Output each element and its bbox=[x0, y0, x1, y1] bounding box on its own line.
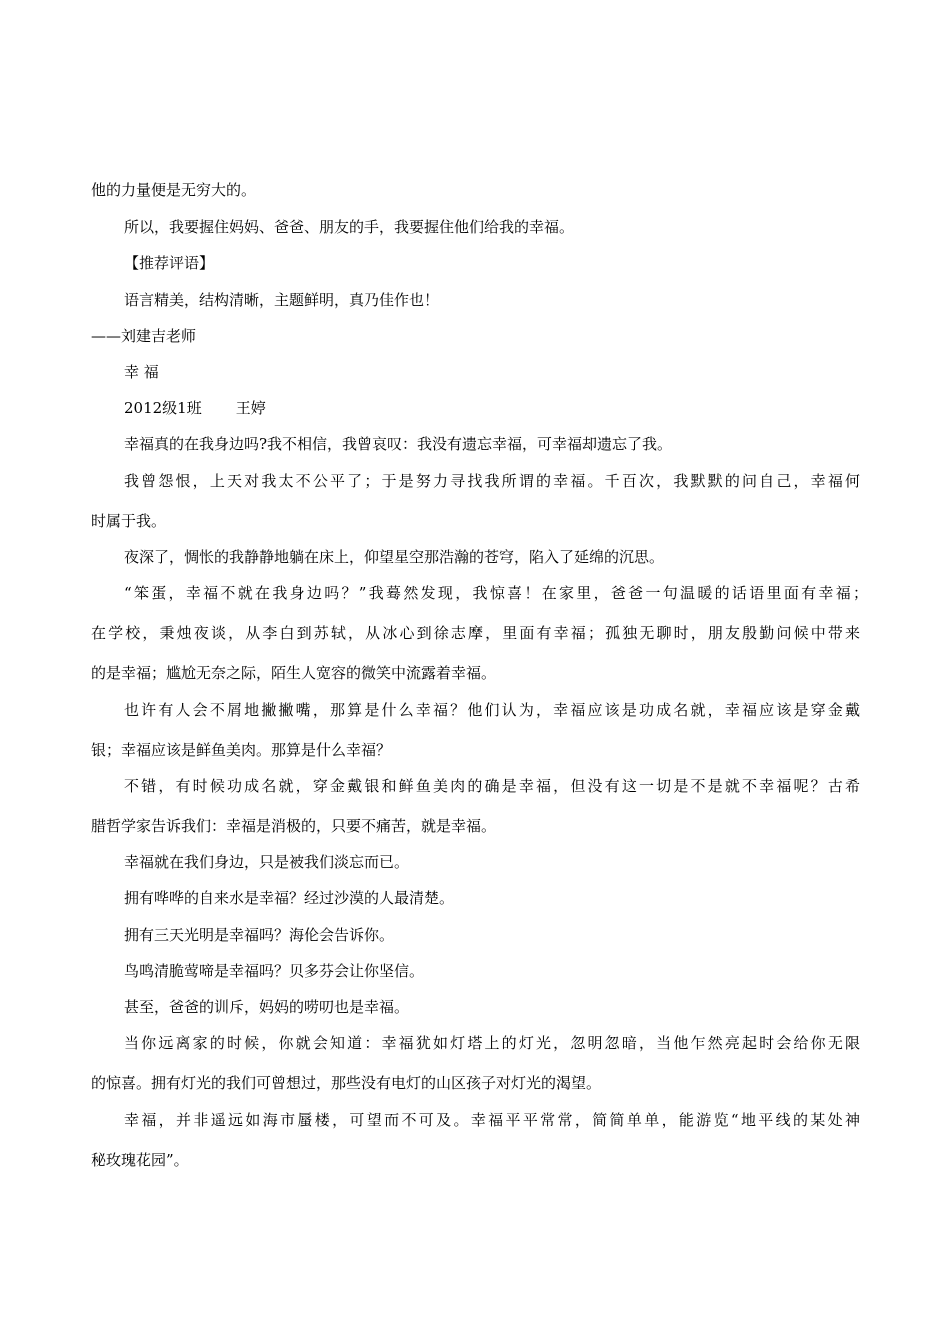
author-name: 王婷 bbox=[235, 399, 266, 417]
paragraph-line: “笨蛋，幸福不就在我身边吗？”我蓦然发现，我惊喜！在家里，爸爸一句温暖的话语里面有幸福； bbox=[124, 584, 868, 602]
paragraph-line: 当你远离家的时候，你就会知道：幸福犹如灯塔上的灯光，忽明忽暗，当他乍然亮起时会给你无限 bbox=[124, 1034, 860, 1052]
paragraph-line: 拥有三天光明是幸福吗？海伦会告诉你。 bbox=[124, 926, 395, 944]
comment-heading: 【推荐评语】 bbox=[124, 254, 215, 272]
paragraph-line: 幸福真的在我身边吗?我不相信，我曾哀叹：我没有遗忘幸福，可幸福却遗忘了我。 bbox=[124, 435, 673, 453]
paragraph-line: 时属于我。 bbox=[91, 512, 167, 530]
paragraph-line: 我曾怨恨，上天对我太不公平了；于是努力寻找我所谓的幸福。千百次，我默默的问自己，幸福何 bbox=[124, 472, 860, 490]
paragraph-line: 腊哲学家告诉我们：幸福是消极的，只要不痛苦，就是幸福。 bbox=[91, 817, 497, 835]
paragraph-line: 夜深了，惆怅的我静静地躺在床上，仰望星空那浩瀚的苍穹，陷入了延绵的沉思。 bbox=[124, 548, 665, 566]
paragraph-line: 秘玫瑰花园”。 bbox=[91, 1151, 189, 1169]
paragraph-line: 甚至，爸爸的训斥，妈妈的唠叨也是幸福。 bbox=[124, 998, 410, 1016]
paragraph-line: 幸福，并非遥远如海市蜃楼，可望而不可及。幸福平平常常，简简单单，能游览“地平线的某处神 bbox=[124, 1111, 860, 1129]
essay-byline bbox=[124, 398, 266, 418]
paragraph-line: 不错，有时候功成名就，穿金戴银和鲜鱼美肉的确是幸福，但没有这一切是不是就不幸福呢？古希 bbox=[124, 777, 860, 795]
paragraph-line: 拥有哗哗的自来水是幸福？经过沙漠的人最清楚。 bbox=[124, 889, 455, 907]
paragraph-line: 银；幸福应该是鲜鱼美肉。那算是什么幸福？ bbox=[91, 741, 392, 759]
comment-author: ——刘建吉老师 bbox=[91, 327, 197, 345]
paragraph-line: 也许有人会不屑地撇撇嘴，那算是什么幸福？他们认为，幸福应该是功成名就，幸福应该是穿金戴 bbox=[124, 701, 860, 719]
paragraph-line: 在学校，秉烛夜谈，从李白到苏轼，从冰心到徐志摩，里面有幸福；孤独无聊时，朋友殷勤问候中带来 bbox=[91, 624, 860, 642]
essay-title: 幸 福 bbox=[124, 363, 159, 381]
author-class: 2012级1班 bbox=[124, 399, 202, 417]
paragraph-line: 鸟鸣清脆莺啼是幸福吗？贝多芬会让你坚信。 bbox=[124, 962, 425, 980]
paragraph-line: 幸福就在我们身边，只是被我们淡忘而已。 bbox=[124, 853, 410, 871]
comment-text: 语言精美，结构清晰，主题鲜明，真乃佳作也！ bbox=[124, 291, 440, 309]
paragraph-line: 所以，我要握住妈妈、爸爸、朋友的手，我要握住他们给我的幸福。 bbox=[124, 218, 575, 236]
paragraph-line: 的惊喜。拥有灯光的我们可曾想过，那些没有电灯的山区孩子对灯光的渴望。 bbox=[91, 1074, 602, 1092]
paragraph-line: 的是幸福；尴尬无奈之际，陌生人宽容的微笑中流露着幸福。 bbox=[91, 664, 497, 682]
paragraph-line: 他的力量便是无穷大的。 bbox=[91, 181, 257, 199]
